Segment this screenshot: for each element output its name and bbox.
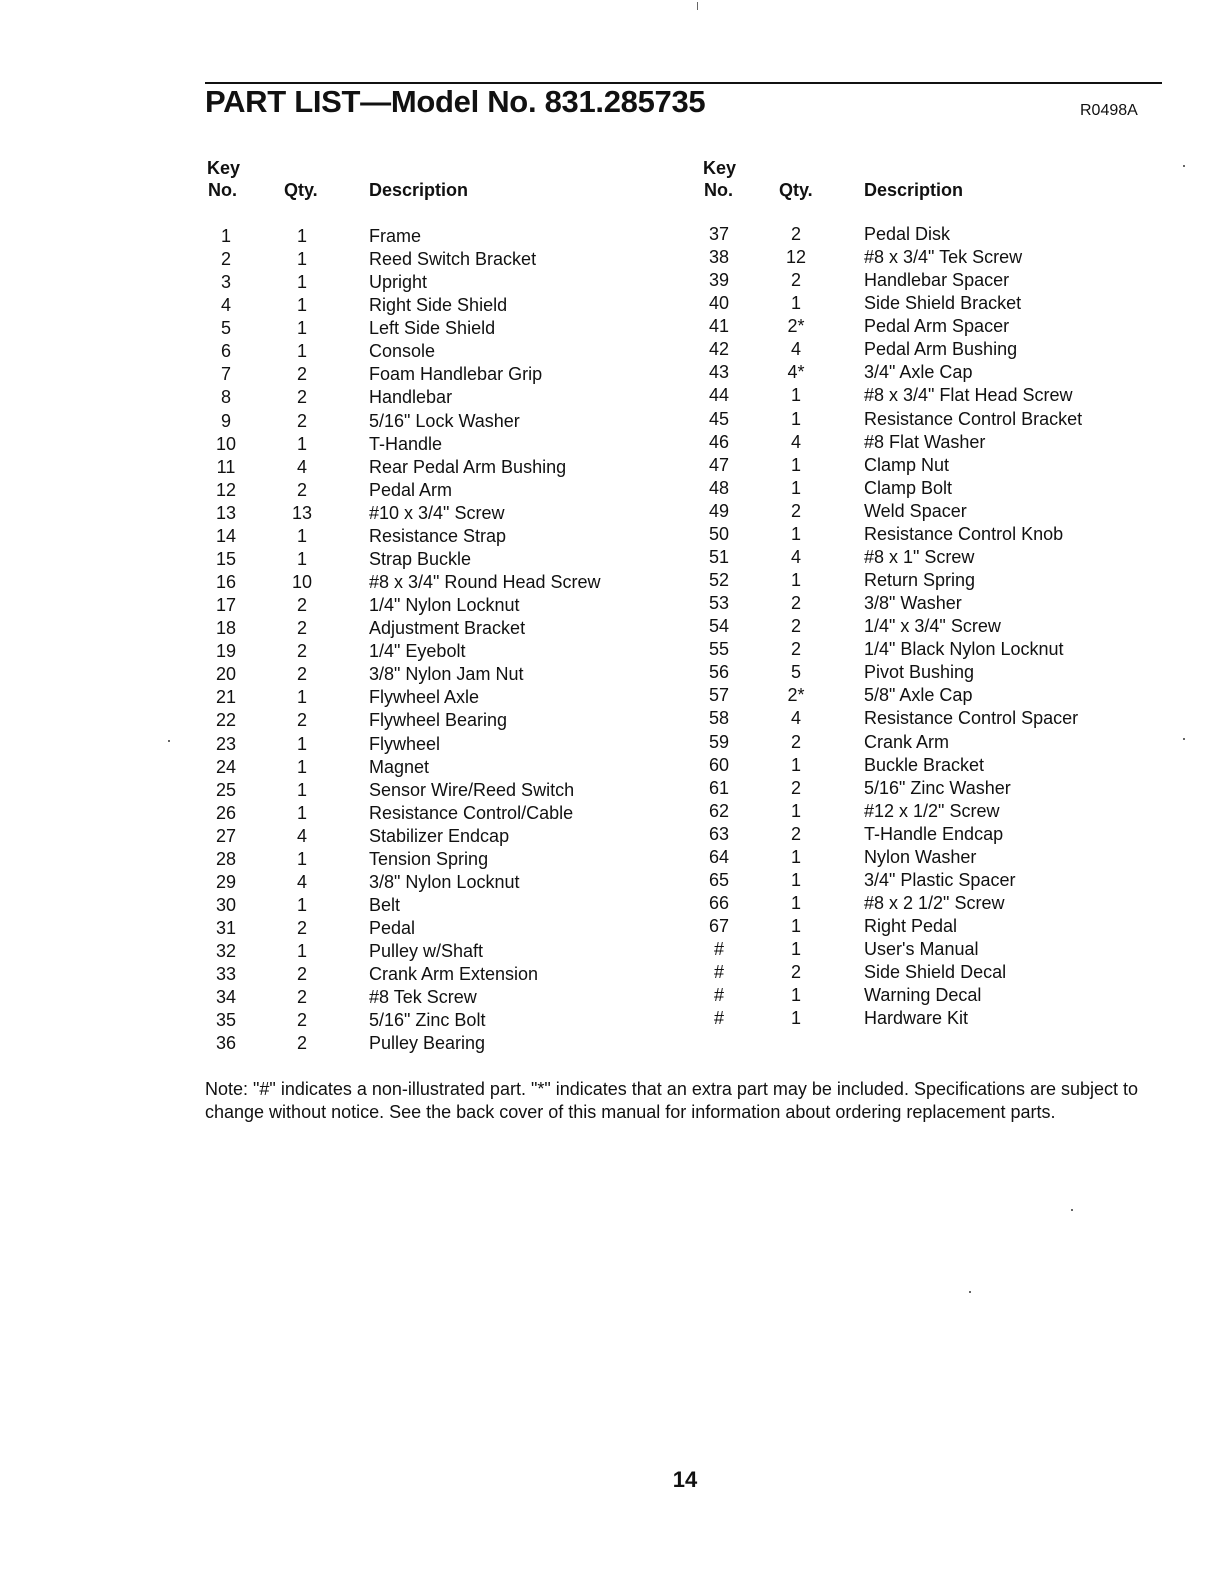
part-description: Pedal Arm Bushing — [864, 339, 1018, 360]
part-key-number: 11 — [216, 456, 236, 477]
part-key-number: 44 — [708, 385, 730, 406]
part-quantity: 1 — [296, 525, 307, 546]
part-key-number: 29 — [215, 871, 237, 892]
part-quantity: 1 — [296, 272, 307, 293]
part-key-number: 13 — [215, 502, 237, 523]
part-key-number: 46 — [708, 431, 730, 452]
part-description: Resistance Control Bracket — [864, 408, 1083, 429]
part-description: Pedal Disk — [864, 224, 951, 244]
part-description: #12 x 1/2" Screw — [864, 800, 1000, 821]
part-key-number: 54 — [708, 616, 730, 637]
part-quantity: 1 — [296, 318, 307, 339]
part-quantity: 1 — [790, 477, 801, 498]
footnote: Note: "#" indicates a non-illustrated part. "*" indicates that an extra part may be included. Specifications are subject to change without notice. See the back cover of this manual for information about ordering replacement parts. — [205, 1079, 1139, 1122]
part-quantity: 2 — [296, 364, 307, 385]
part-quantity: 1 — [790, 570, 801, 591]
part-key-number: 50 — [708, 523, 730, 544]
part-key-number: 16 — [215, 572, 237, 593]
part-key-number: 47 — [708, 454, 730, 475]
part-description: Frame — [369, 226, 422, 246]
left-key-header-line1: Key — [207, 158, 241, 178]
part-quantity: 1 — [296, 687, 307, 708]
part-quantity: 2 — [296, 964, 307, 985]
part-key-number: # — [713, 939, 724, 960]
part-quantity: 2 — [790, 639, 801, 660]
part-description: 5/16" Zinc Bolt — [369, 1010, 486, 1031]
part-quantity: 2 — [296, 387, 307, 408]
part-quantity: 1 — [790, 293, 801, 314]
part-description: Magnet — [369, 756, 430, 777]
part-description: #8 x 3/4" Flat Head Screw — [864, 385, 1073, 406]
part-key-number: # — [713, 985, 724, 1006]
part-description: Reed Switch Bracket — [369, 249, 537, 270]
part-quantity: 4 — [790, 431, 801, 452]
part-key-number: 14 — [215, 525, 237, 546]
part-description: Resistance Control Spacer — [864, 708, 1079, 729]
part-quantity: 1 — [296, 548, 307, 569]
part-key-number: 40 — [708, 293, 730, 314]
part-key-number: 56 — [708, 662, 730, 683]
left-key-header-line2: No. — [208, 180, 237, 200]
part-key-number: 10 — [215, 433, 237, 454]
part-description: Warning Decal — [864, 985, 982, 1006]
part-key-number: 61 — [708, 777, 730, 798]
part-key-number: 19 — [215, 641, 237, 662]
part-quantity: 4 — [790, 546, 801, 567]
part-quantity: 1 — [296, 848, 307, 869]
part-description: Flywheel Axle — [369, 687, 480, 708]
part-key-number: 62 — [708, 800, 730, 821]
part-quantity: 13 — [291, 502, 313, 523]
part-key-number: 22 — [215, 710, 237, 731]
part-description: #8 x 2 1/2" Screw — [864, 893, 1005, 914]
part-key-number: 39 — [708, 270, 730, 291]
part-key-number: 43 — [708, 362, 730, 383]
part-quantity: 1 — [296, 433, 307, 454]
part-description: Clamp Bolt — [864, 477, 953, 498]
part-quantity: 2 — [790, 224, 801, 244]
part-description: Side Shield Bracket — [864, 293, 1022, 314]
part-key-number: 31 — [215, 918, 237, 939]
part-description: Console — [369, 341, 436, 362]
part-quantity: 1 — [296, 295, 307, 316]
part-quantity: 2 — [296, 479, 307, 500]
part-quantity: 1 — [790, 916, 801, 937]
right-description-header: Description — [864, 180, 964, 200]
part-key-number: 51 — [708, 546, 730, 567]
part-key-number: 26 — [215, 802, 237, 823]
part-key-number: 3 — [220, 272, 231, 293]
part-description: T-Handle Endcap — [864, 823, 1004, 844]
part-description: Upright — [369, 272, 428, 293]
part-description: Pivot Bushing — [864, 662, 975, 683]
part-quantity: 2 — [296, 641, 307, 662]
part-quantity: 1 — [296, 226, 307, 246]
part-key-number: 6 — [220, 341, 231, 362]
part-description: Right Side Shield — [369, 295, 508, 316]
part-key-number: 67 — [708, 916, 730, 937]
right-key-header-line1: Key — [703, 158, 737, 178]
part-description: Resistance Strap — [369, 525, 507, 546]
part-description: Crank Arm — [864, 731, 950, 752]
part-key-number: 5 — [220, 318, 231, 339]
part-key-number: 12 — [215, 479, 237, 500]
part-quantity: 1 — [296, 249, 307, 270]
part-description: Adjustment Bracket — [369, 618, 526, 639]
part-description: Foam Handlebar Grip — [369, 364, 543, 385]
part-key-number: 63 — [708, 823, 730, 844]
part-description: Return Spring — [864, 570, 976, 591]
part-description: 3/4" Plastic Spacer — [864, 869, 1016, 890]
part-key-number: 48 — [708, 477, 730, 498]
part-description: Nylon Washer — [864, 846, 977, 867]
part-key-number: 41 — [708, 316, 730, 337]
part-quantity: 1 — [790, 869, 801, 890]
part-description: Crank Arm Extension — [369, 964, 539, 985]
part-quantity: 2 — [790, 962, 801, 983]
part-quantity: 2 — [790, 777, 801, 798]
part-description: #8 Flat Washer — [864, 431, 986, 452]
part-description: 1/4" Eyebolt — [369, 641, 466, 662]
part-key-number: 21 — [215, 687, 237, 708]
part-quantity: 5 — [790, 662, 801, 683]
part-description: Left Side Shield — [369, 318, 496, 339]
part-description: Pedal — [369, 918, 416, 939]
part-description: Side Shield Decal — [864, 962, 1007, 983]
part-description: Strap Buckle — [369, 548, 472, 569]
part-key-number: 23 — [215, 733, 237, 754]
part-key-number: 52 — [708, 570, 730, 591]
part-key-number: 49 — [708, 500, 730, 521]
right-qty-header: Qty. — [779, 180, 813, 200]
part-key-number: 59 — [708, 731, 730, 752]
part-key-number: 30 — [215, 895, 237, 916]
part-description: Buckle Bracket — [864, 754, 985, 775]
part-description: Weld Spacer — [864, 500, 967, 521]
part-quantity: 1 — [790, 1008, 801, 1029]
part-description: Stabilizer Endcap — [369, 825, 510, 846]
part-description: 3/8" Nylon Locknut — [369, 871, 520, 892]
part-key-number: 36 — [215, 1033, 237, 1054]
part-quantity: 12 — [785, 247, 807, 268]
page-title: PART LIST—Model No. 831.285735 — [205, 84, 706, 119]
part-description: #8 x 1" Screw — [864, 546, 975, 567]
part-description: Pedal Arm Spacer — [864, 316, 1010, 337]
part-key-number: 9 — [220, 410, 231, 431]
part-key-number: # — [713, 962, 724, 983]
part-description: #8 x 3/4" Tek Screw — [864, 247, 1023, 268]
scan-speck — [1071, 1209, 1073, 1211]
part-quantity: 2* — [787, 316, 805, 337]
part-description: Sensor Wire/Reed Switch — [369, 779, 575, 800]
part-description: Right Pedal — [864, 916, 958, 937]
part-key-number: 17 — [215, 595, 237, 616]
part-description: 1/4" Black Nylon Locknut — [864, 639, 1064, 660]
part-description: 3/4" Axle Cap — [864, 362, 973, 383]
part-key-number: 28 — [215, 848, 237, 869]
part-description: Tension Spring — [369, 848, 489, 869]
part-key-number: 1 — [220, 226, 231, 246]
part-key-number: # — [713, 1008, 724, 1029]
part-description: Belt — [369, 895, 401, 916]
part-key-number: 42 — [708, 339, 730, 360]
part-description: #8 x 3/4" Round Head Screw — [369, 572, 601, 593]
part-quantity: 1 — [296, 779, 307, 800]
part-quantity: 2 — [296, 918, 307, 939]
part-quantity: 4 — [790, 339, 801, 360]
part-quantity: 2 — [296, 1010, 307, 1031]
part-description: Flywheel — [369, 733, 441, 754]
left-qty-header: Qty. — [284, 180, 318, 200]
part-quantity: 2 — [790, 593, 801, 614]
part-key-number: 53 — [708, 593, 730, 614]
part-key-number: 27 — [215, 825, 237, 846]
part-quantity: 2 — [296, 664, 307, 685]
part-quantity: 1 — [790, 754, 801, 775]
part-description: 3/8" Nylon Jam Nut — [369, 664, 524, 685]
part-key-number: 24 — [215, 756, 237, 777]
part-description: Pulley w/Shaft — [369, 941, 484, 962]
part-description: User's Manual — [864, 939, 979, 960]
part-quantity: 1 — [296, 341, 307, 362]
part-quantity: 2 — [790, 616, 801, 637]
part-description: Rear Pedal Arm Bushing — [369, 456, 567, 477]
part-key-number: 18 — [215, 618, 237, 639]
part-description: Resistance Control/Cable — [369, 802, 574, 823]
part-key-number: 57 — [708, 685, 730, 706]
part-quantity: 2 — [790, 731, 801, 752]
part-description: Handlebar Spacer — [864, 270, 1010, 291]
part-quantity: 1 — [790, 523, 801, 544]
part-quantity: 1 — [296, 756, 307, 777]
scan-speck — [969, 1291, 971, 1293]
part-key-number: 64 — [708, 846, 730, 867]
part-key-number: 34 — [215, 987, 237, 1008]
part-key-number: 65 — [708, 869, 730, 890]
part-key-number: 33 — [215, 964, 237, 985]
part-key-number: 7 — [220, 364, 231, 385]
scan-speck — [1183, 738, 1185, 740]
part-key-number: 25 — [215, 779, 237, 800]
part-quantity: 2* — [787, 685, 805, 706]
part-key-number: 35 — [215, 1010, 237, 1031]
part-description: 5/8" Axle Cap — [864, 685, 973, 706]
part-description: Resistance Control Knob — [864, 523, 1064, 544]
part-description: Clamp Nut — [864, 454, 950, 475]
part-key-number: 15 — [215, 548, 237, 569]
part-quantity: 4 — [790, 708, 801, 729]
part-description: T-Handle — [369, 433, 443, 454]
part-quantity: 2 — [296, 410, 307, 431]
part-description: 1/4" x 3/4" Screw — [864, 616, 1001, 637]
part-description: 5/16" Lock Washer — [369, 410, 520, 431]
part-key-number: 4 — [220, 295, 231, 316]
part-key-number: 2 — [220, 249, 231, 270]
part-quantity: 1 — [790, 800, 801, 821]
part-key-number: 45 — [708, 408, 730, 429]
part-quantity: 1 — [790, 454, 801, 475]
part-quantity: 1 — [296, 733, 307, 754]
part-quantity: 4 — [296, 825, 307, 846]
page-number: 14 — [672, 1467, 698, 1492]
part-description: #8 Tek Screw — [369, 987, 477, 1008]
right-key-header-line2: No. — [704, 180, 733, 200]
part-key-number: 38 — [708, 247, 730, 268]
part-description: 3/8" Washer — [864, 593, 962, 614]
part-quantity: 2 — [296, 1033, 307, 1054]
part-quantity: 2 — [790, 823, 801, 844]
part-key-number: 66 — [708, 893, 730, 914]
scan-speck — [1183, 165, 1185, 167]
part-quantity: 1 — [790, 985, 801, 1006]
part-quantity: 4 — [296, 871, 307, 892]
part-key-number: 37 — [708, 224, 730, 244]
part-key-number: 60 — [708, 754, 730, 775]
part-key-number: 8 — [220, 387, 231, 408]
part-quantity: 1 — [296, 941, 307, 962]
part-quantity: 1 — [296, 802, 307, 823]
part-quantity: 1 — [790, 846, 801, 867]
part-quantity: 1 — [790, 385, 801, 406]
part-quantity: 2 — [790, 270, 801, 291]
part-description: 5/16" Zinc Washer — [864, 777, 1011, 798]
part-quantity: 4* — [787, 362, 805, 383]
part-description: 1/4" Nylon Locknut — [369, 595, 520, 616]
part-quantity: 1 — [790, 939, 801, 960]
part-quantity: 2 — [790, 500, 801, 521]
part-description: Pulley Bearing — [369, 1033, 486, 1054]
part-quantity: 2 — [296, 618, 307, 639]
document-code: R0498A — [1080, 102, 1138, 119]
part-quantity: 1 — [790, 893, 801, 914]
part-description: Handlebar — [369, 387, 453, 408]
part-key-number: 20 — [215, 664, 237, 685]
scan-mark — [697, 2, 698, 10]
part-description: Hardware Kit — [864, 1008, 969, 1029]
part-quantity: 1 — [296, 895, 307, 916]
left-description-header: Description — [369, 180, 469, 200]
part-quantity: 4 — [296, 456, 307, 477]
part-description: Pedal Arm — [369, 479, 453, 500]
part-quantity: 2 — [296, 595, 307, 616]
part-quantity: 10 — [291, 572, 313, 593]
part-quantity: 2 — [296, 710, 307, 731]
scan-speck — [168, 740, 170, 742]
part-description: #10 x 3/4" Screw — [369, 502, 505, 523]
part-description: Flywheel Bearing — [369, 710, 508, 731]
part-key-number: 55 — [708, 639, 730, 660]
part-key-number: 32 — [215, 941, 237, 962]
part-key-number: 58 — [708, 708, 730, 729]
part-quantity: 1 — [790, 408, 801, 429]
part-quantity: 2 — [296, 987, 307, 1008]
